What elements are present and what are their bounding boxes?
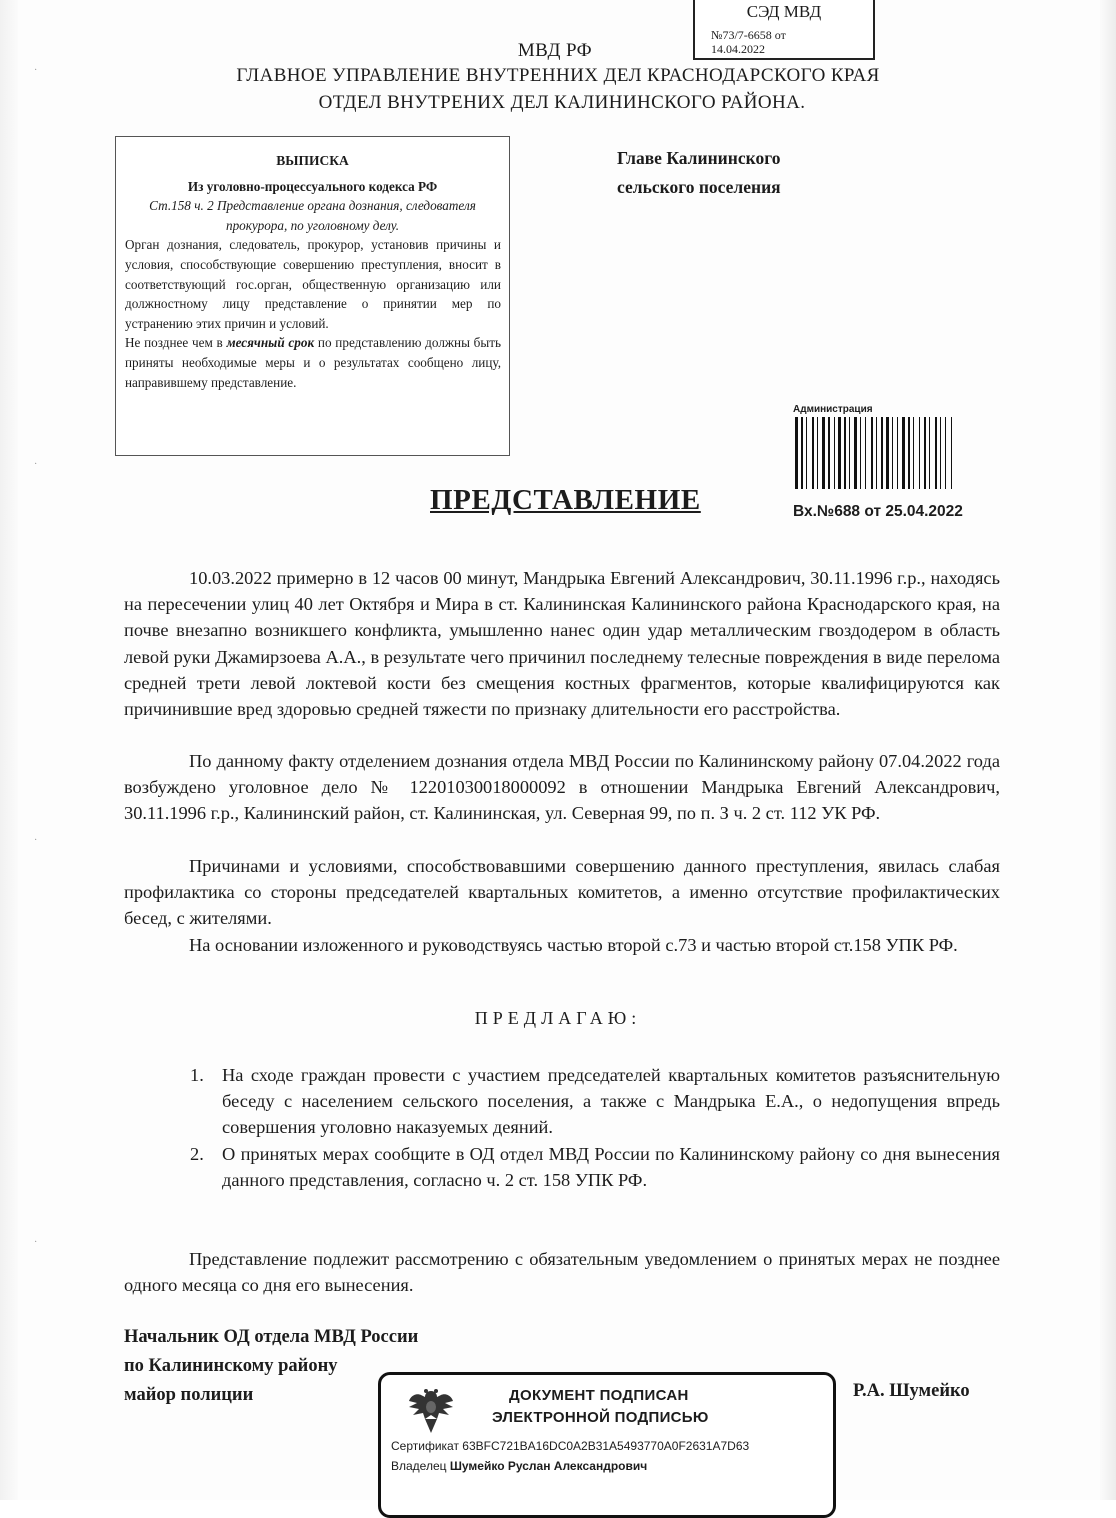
esig-heading-1: ДОКУМЕНТ ПОДПИСАН (509, 1387, 689, 1404)
header-line-3: ОТДЕЛ ВНУТРЕНИХ ДЕЛ КАЛИНИНСКОГО РАЙОНА. (318, 92, 806, 113)
barcode-bar (940, 417, 941, 489)
body-paragraph (124, 932, 1000, 958)
margin-mark: · (34, 835, 38, 846)
extract-text-2-post: по представлению должны быть приняты необходимые меры и о результатах сообщено лицу, направившему представление. (125, 335, 502, 390)
barcode-bar (795, 417, 798, 489)
extract-subtitle: Из уголовно-процессуального кодекса РФ (187, 178, 438, 194)
esig-owner-value: Шумейко Руслан Александрович (449, 1459, 648, 1473)
barcode-bar (812, 417, 814, 489)
extract-title: ВЫПИСКА (276, 153, 349, 168)
closing-text: Представление подлежит рассмотрению с обязательным уведомлением о принятых мерах не позднее одного месяца со дня его вынесения. (124, 1249, 1000, 1296)
header-line-2: ГЛАВНОЕ УПРАВЛЕНИЕ ВНУТРЕННИХ ДЕЛ КРАСНОДАРСКОГО КРАЯ (236, 65, 880, 86)
barcode-bar (897, 417, 898, 489)
paragraph-text: 10.03.2022 примерно в 12 часов 00 минут, Мандрыка Евгений Александрович, 30.11.1996 г.р., находясь на пересечении улиц 40 лет Октября и Мира в ст. Калининская Калининского района Краснодарского края, на почве внезапно возникшего конфликта, умышленно нанес один удар металлическим гвоздодером в область левой руки Джамирзоева А.А., в результате чего причинил последнему телесные повреждения в виде перелома средней трети левой локтевой кости без смещения костных фрагментов, которые квалифицируются как причинившие вред здоровью средней тяжести по признаку длительности его расстройства. (124, 568, 1000, 720)
document-title: ПРЕДСТАВЛЕНИЕ (430, 484, 701, 516)
barcode-bar (854, 417, 857, 489)
page-left-edge (0, 0, 18, 1500)
esig-certificate (391, 1439, 749, 1453)
barcode-bar (806, 417, 807, 489)
barcode-bar (860, 417, 861, 489)
closing-paragraph (124, 1246, 1000, 1298)
stamp-date-line: 14.04.2022 (711, 42, 765, 56)
margin-mark: · (34, 65, 38, 76)
barcode-bar (908, 417, 910, 489)
esig-owner (391, 1459, 647, 1473)
barcode-bar (951, 417, 952, 489)
addressee (617, 144, 781, 202)
barcode-bar (902, 417, 905, 489)
barcode-icon (793, 417, 993, 489)
esig-cert-value: 63BFC721BA16DC0A2B31A5493770A0F2631A7D63 (462, 1439, 750, 1453)
signatory-line-2: по Калининскому району (124, 1356, 338, 1376)
barcode-bar (838, 417, 841, 489)
barcode-bar (929, 417, 930, 489)
code-extract-box (115, 136, 510, 456)
incoming-barcode-sticker (793, 404, 1005, 526)
proposal-item (190, 1141, 1000, 1193)
incoming-number: Вх.№688 от 25.04.2022 (793, 503, 963, 520)
barcode-bar (822, 417, 825, 489)
signatory-line-3: майор полиции (124, 1385, 254, 1405)
header-ministry (0, 40, 1116, 62)
barcode-bar (849, 417, 850, 489)
barcode-label: Администрация (793, 404, 873, 415)
body-paragraph (124, 748, 1000, 827)
extract-article: Ст.158 ч. 2 Представление органа дознания, следователя прокурора, по уголовному делу. (149, 198, 476, 233)
paragraph-text: По данному факту отделением дознания отдела МВД России по Калининскому району 07.04.2022 года возбуждено уголовное дело № 12201030018000092 в отношении Мандрыка Евгений Александрович, 30.11.1996 г.р., Калининский район, ст. Калининская, ул. Северная 99, по п. З ч. 2 ст. 112 УК РФ. (124, 751, 1000, 824)
addressee-line-2: сельского поселения (617, 177, 781, 197)
stamp-title: СЭД МВД (746, 2, 822, 21)
paragraph-text: На основании изложенного и руководствуясь частью второй с.73 и частью второй ст.158 УПК РФ. (189, 935, 958, 955)
electronic-signature-stamp (378, 1372, 836, 1518)
barcode-bar (876, 417, 877, 489)
emblem-icon (403, 1385, 459, 1437)
barcode-bar (919, 417, 920, 489)
addressee-line-1: Главе Калининского (617, 148, 781, 168)
barcode-bar (913, 417, 914, 489)
proposal-text: О принятых мерах сообщите в ОД отдел МВД России по Калининскому району со дня вынесения данного представления, согласно ч. 2 ст. 158 УПК РФ. (222, 1144, 1000, 1191)
barcode-bar (935, 417, 937, 489)
header-line-1: МВД РФ (517, 40, 593, 61)
margin-mark: · (34, 1237, 38, 1248)
signatory-name: Р.А. Шумейко (853, 1381, 970, 1401)
barcode-bar (817, 417, 818, 489)
signatory-block (124, 1323, 418, 1410)
margin-mark: · (34, 459, 38, 470)
esig-owner-label: Владелец (391, 1459, 447, 1473)
paragraph-text: Причинами и условиями, способствовавшими совершению данного преступления, явилась слабая профилактика со стороны председателей квартальных комитетов, а именно отсутствие профилактических бесед, с жителями. (124, 856, 1000, 929)
barcode-bar (886, 417, 889, 489)
extract-text-2-emphasis: месячный срок (226, 335, 315, 351)
barcode-bar (801, 417, 803, 489)
barcode-bar (865, 417, 866, 489)
proposal-text: На сходе граждан провести с участием председателей квартальных комитетов разъяснительную беседу с населением сельского поселения, а также с Мандрыка Е.А., о недопущения впредь совершения уголовно наказуемых деяний. (222, 1065, 1000, 1138)
barcode-bar (828, 417, 830, 489)
page-right-edge (1100, 0, 1116, 1500)
body-paragraph (124, 565, 1000, 722)
barcode-bar (881, 417, 883, 489)
body-paragraph (124, 853, 1000, 932)
proposal-item (190, 1062, 1000, 1141)
esig-cert-label: Сертификат (391, 1439, 459, 1453)
propose-heading: ПРЕДЛАГАЮ: (474, 1008, 642, 1028)
extract-text-2 (116, 333, 509, 392)
barcode-bar (871, 417, 873, 489)
extract-text-1: Орган дознания, следователь, прокурор, установив причины и условия, способствующие совершению преступления, вносит в соответствующий гос.орган, общественную организацию или должностному лицу представление о принятии мер по устранению этих причин и условий. (125, 237, 501, 331)
proposal-number: 2. (190, 1144, 204, 1164)
barcode-bar (844, 417, 846, 489)
stamp-number-line: №73/7-6658 от (711, 28, 786, 42)
barcode-bar (834, 417, 835, 489)
esig-heading-2: ЭЛЕКТРОННОЙ ПОДПИСЬЮ (492, 1409, 709, 1426)
barcode-bar (945, 417, 946, 489)
barcode-bar (924, 417, 926, 489)
barcode-bar (892, 417, 893, 489)
extract-text-2-pre: Не позднее чем в (125, 335, 223, 351)
proposal-number: 1. (190, 1065, 204, 1085)
signatory-line-1: Начальник ОД отдела МВД России (124, 1327, 419, 1347)
